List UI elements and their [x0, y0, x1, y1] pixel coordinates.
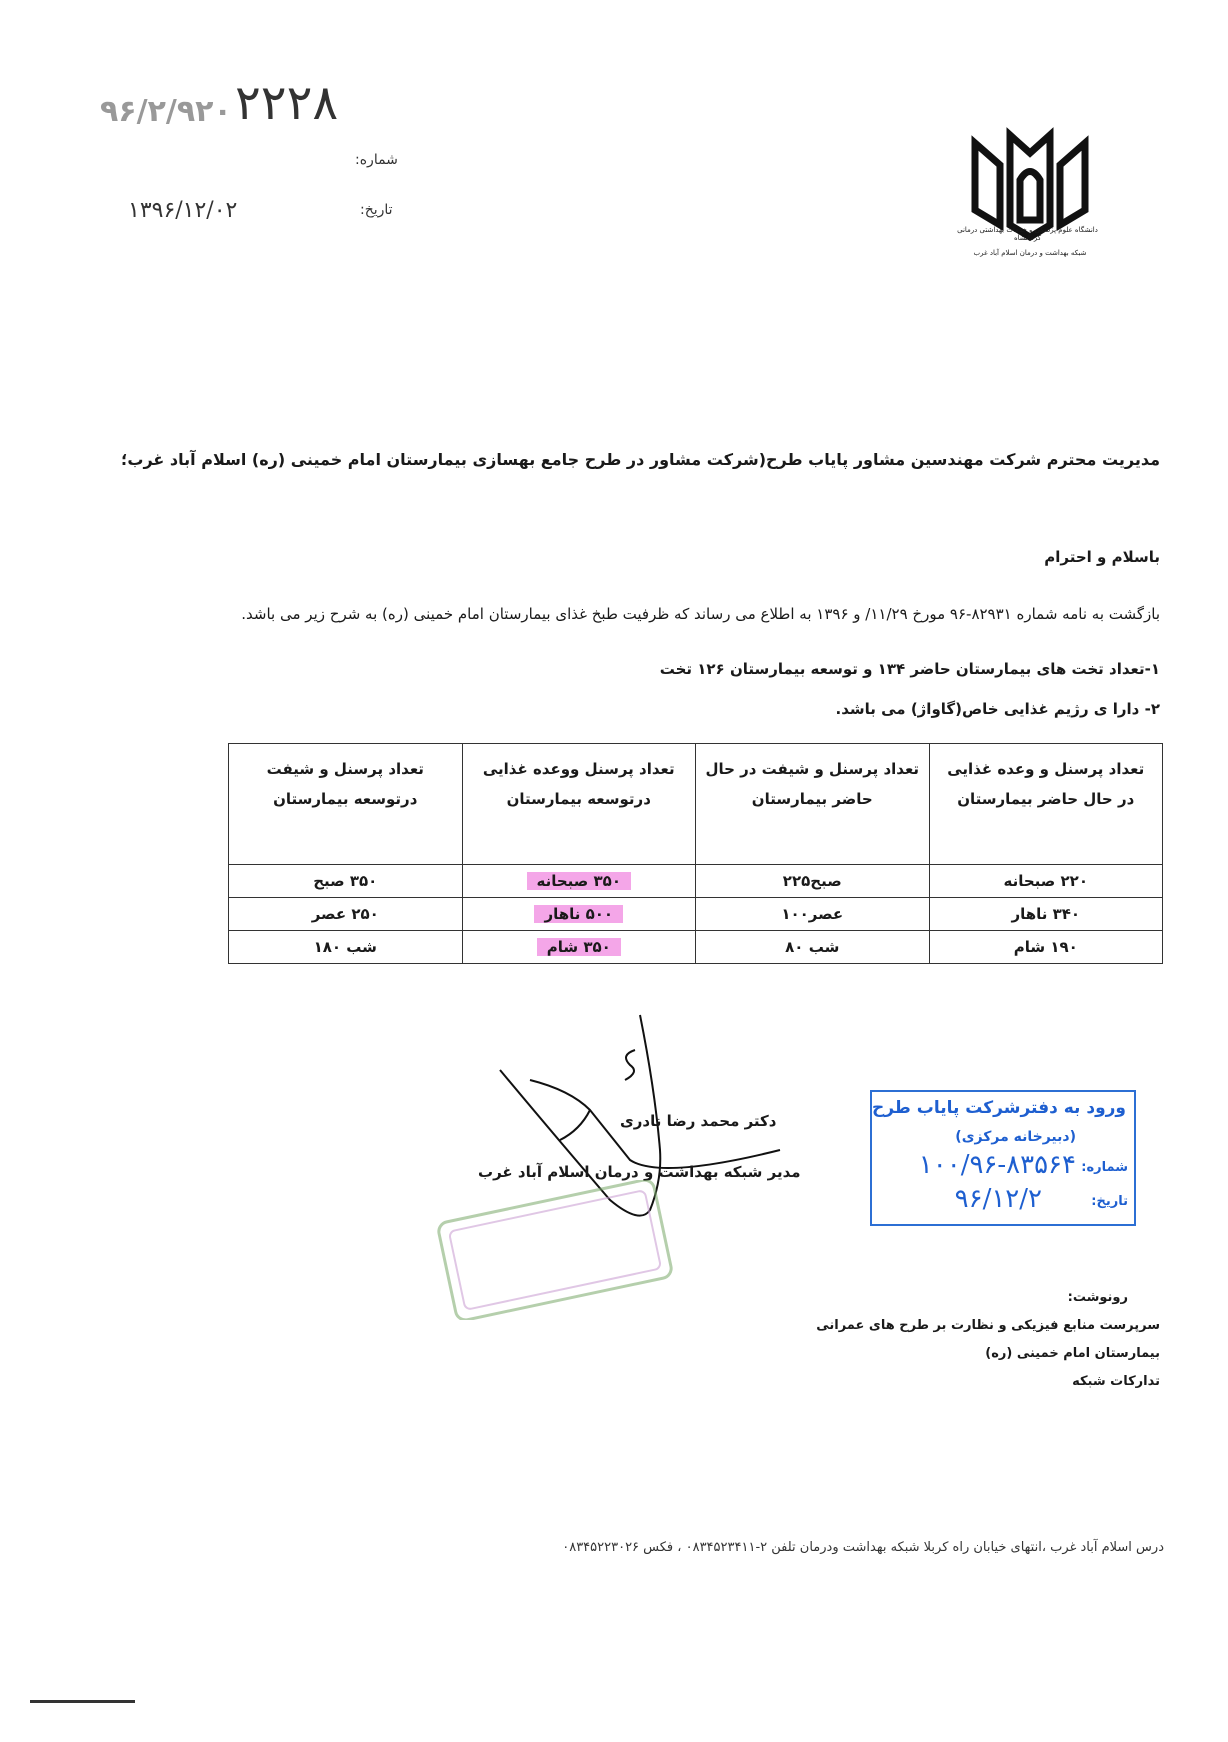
- list-item-diet: ۲- دارا ی رژیم غذایی خاص(گاواژ) می باشد.: [835, 700, 1160, 718]
- table-row: [229, 865, 1163, 898]
- copy-recipient: سرپرست منابع فیزیکی و نظارت بر طرح های عمرانی: [816, 1318, 1160, 1333]
- network-name: شبکه بهداشت و درمان اسلام آباد غرب: [973, 249, 1087, 257]
- entry-stamp: [870, 1090, 1136, 1226]
- entry-stamp-subtitle: (دبیرخانه مرکزی): [955, 1129, 1076, 1145]
- table-row: [229, 931, 1163, 964]
- table-header-cell: تعداد پرسنل و شیفت در حال حاضر بیمارستان: [696, 744, 930, 865]
- copy-recipient: بیمارستان امام خمینی (ره): [985, 1346, 1160, 1361]
- table-cell: [462, 931, 696, 964]
- entry-number-label: شماره:: [1081, 1160, 1128, 1175]
- university-name: دانشگاه علوم پزشکی و خدمات بهداشتی درمانی کرمانشاه: [957, 226, 1098, 242]
- table-cell: ۲۵۰ عصر: [229, 898, 463, 931]
- table-cell: ۲۲۰ صبحانه: [929, 865, 1163, 898]
- recipient-line: مدیریت محترم شرکت مهندسین مشاور پایاب طرح(شرکت مشاور در طرح جامع بهسازی بیمارستان امام خمینی (ره) اسلام آباد غرب؛: [121, 450, 1160, 469]
- faded-number-stamp: ۹۶/۲/۹۲۰: [100, 94, 232, 129]
- greeting: باسلام و احترام: [1044, 548, 1160, 566]
- handwritten-date: ۱۳۹۶/۱۲/۰۲: [128, 198, 238, 223]
- entry-date-value: ۹۶/۱۲/۲: [954, 1184, 1042, 1214]
- list-item-beds: ۱-تعداد تخت های بیمارستان حاضر ۱۳۴ و توسعه بیمارستان ۱۲۶ تخت: [659, 660, 1160, 678]
- body-paragraph: بازگشت به نامه شماره ۸۲۹۳۱-۹۶ مورخ ۱۱/۲۹/ و ۱۳۹۶ به اطلاع می رساند که ظرفیت طبخ غذای بیمارستان امام خمینی (ره) به شرح زیر می باشد.: [241, 605, 1160, 623]
- table-cell: ۳۴۰ ناهار: [929, 898, 1163, 931]
- copy-recipient: تدارکات شبکه: [1072, 1374, 1160, 1389]
- highlighted-value: ۳۵۰ شام: [537, 938, 621, 956]
- table-cell: [462, 865, 696, 898]
- table-cell: شب ۱۸۰: [229, 931, 463, 964]
- table-cell: عصر۱۰۰: [696, 898, 930, 931]
- entry-stamp-title: ورود به دفترشرکت پایاب طرح: [871, 1098, 1126, 1118]
- signer-title: مدیر شبکه بهداشت و درمان اسلام آباد غرب: [478, 1163, 801, 1181]
- highlighted-value: ۳۵۰ صبحانه: [527, 872, 631, 890]
- number-label: شماره:: [355, 152, 398, 168]
- table-header-row: [229, 744, 1163, 865]
- table-cell: ۳۵۰ صبح: [229, 865, 463, 898]
- entry-number-value: ۱۰۰/۹۶-۸۳۵۶۴: [918, 1150, 1076, 1180]
- signer-name: دکتر محمد رضا نادری: [620, 1112, 777, 1130]
- footer-address: درس اسلام آباد غرب ،انتهای خیابان راه کربلا شبکه بهداشت ودرمان تلفن ۲-۰۸۳۴۵۲۳۴۱۱ ، فکس ۰۸۳۴۵۲۲۳۰۲۶: [562, 1540, 1164, 1555]
- bottom-divider: [30, 1700, 135, 1703]
- capacity-table: [228, 743, 1163, 964]
- entry-date-label: تاریخ:: [1091, 1194, 1128, 1209]
- table-row: [229, 898, 1163, 931]
- official-seal-icon: [410, 1180, 700, 1320]
- date-label: تاریخ:: [360, 202, 393, 218]
- table-cell: صبح۲۲۵: [696, 865, 930, 898]
- copies-label: رونوشت:: [1067, 1290, 1128, 1305]
- highlighted-value: ۵۰۰ ناهار: [534, 905, 623, 923]
- table-header-cell: تعداد پرسنل ووعده غذایی درتوسعه بیمارستان: [462, 744, 696, 865]
- table-cell: [462, 898, 696, 931]
- table-cell: ۱۹۰ شام: [929, 931, 1163, 964]
- table-header-cell: تعداد پرسنل و شیفت درتوسعه بیمارستان: [229, 744, 463, 865]
- table-cell: شب ۸۰: [696, 931, 930, 964]
- table-header-cell: تعداد پرسنل و وعده غذایی در حال حاضر بیمارستان: [929, 744, 1163, 865]
- handwritten-letter-number: ۲۲۲۸: [235, 75, 339, 131]
